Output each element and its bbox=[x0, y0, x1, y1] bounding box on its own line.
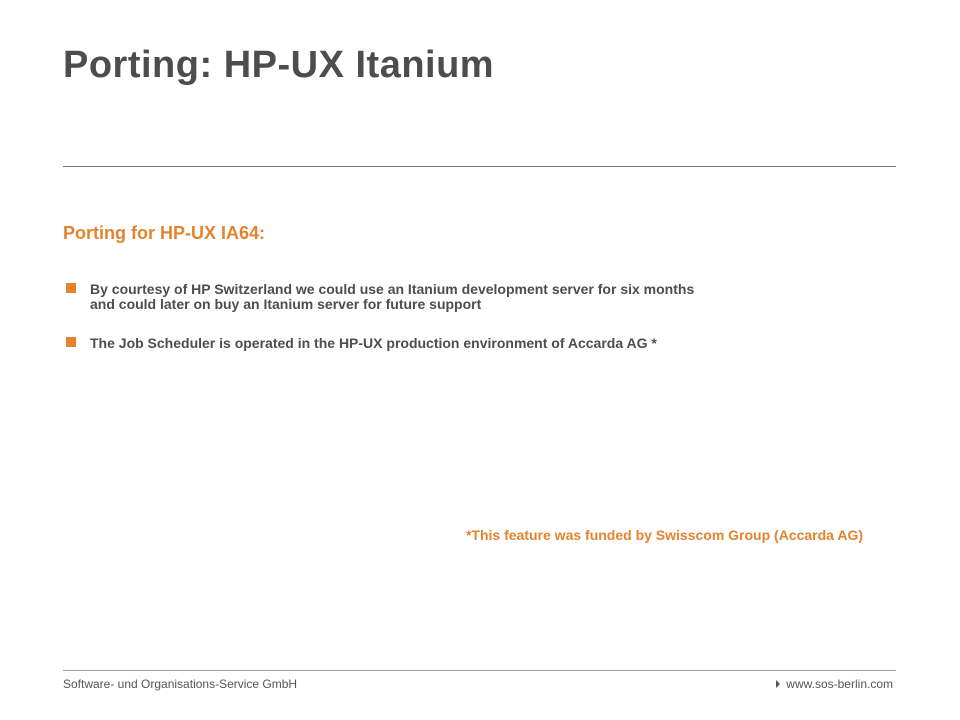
bullet-line: and could later on buy an Itanium server for future support bbox=[90, 296, 482, 312]
arrow-right-icon bbox=[776, 680, 780, 688]
bullet-line: By courtesy of HP Switzerland we could use an Itanium development server for six months bbox=[90, 281, 695, 297]
square-bullet-icon bbox=[66, 283, 76, 293]
title-divider bbox=[63, 166, 896, 167]
section-subtitle: Porting for HP-UX IA64: bbox=[63, 223, 266, 243]
slide-title: Porting: HP-UX Itanium bbox=[63, 44, 495, 86]
bullet-line: The Job Scheduler is operated in the HP-UX production environment of Accarda AG * bbox=[90, 335, 657, 351]
footer-company: Software- und Organisations-Service GmbH bbox=[63, 677, 298, 691]
footer-divider bbox=[63, 670, 896, 671]
footer-website-text[interactable]: www.sos-berlin.com bbox=[786, 677, 893, 691]
footer-website-link[interactable] bbox=[776, 677, 893, 691]
square-bullet-icon bbox=[66, 337, 76, 347]
bullet-text bbox=[90, 336, 657, 351]
funding-footnote: *This feature was funded by Swisscom Group (Accarda AG) bbox=[465, 527, 863, 543]
bullet-text bbox=[90, 282, 694, 312]
